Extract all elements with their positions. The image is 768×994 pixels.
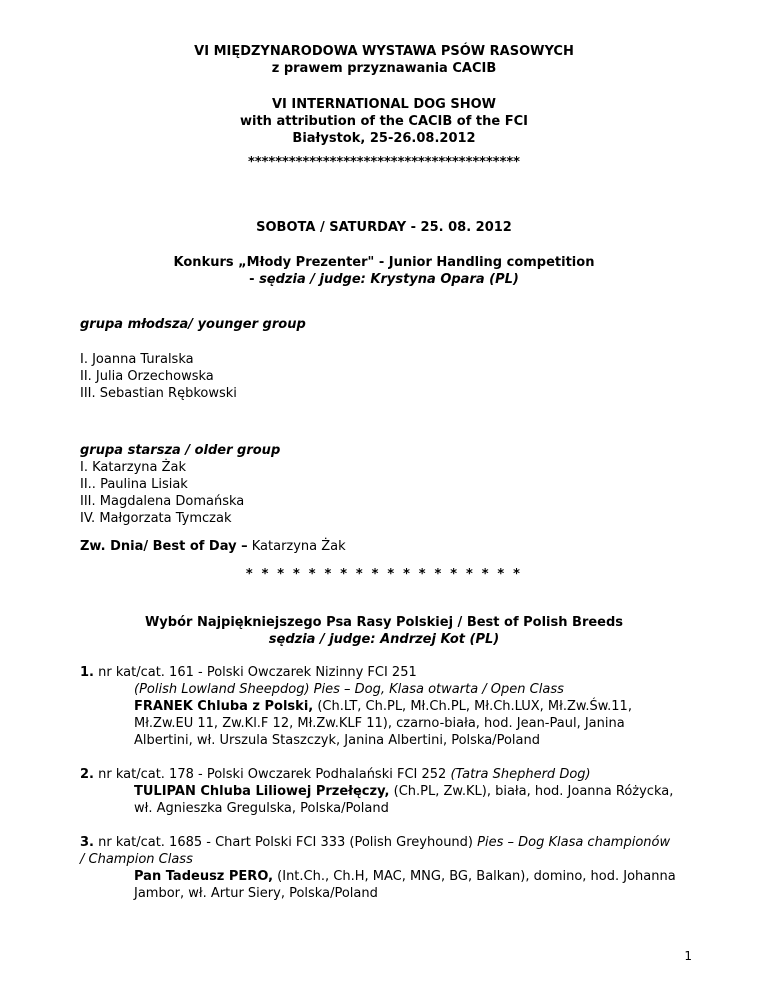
entry-3-titles: (Int.Ch., Ch.H, MAC, MNG, BG, Balkan), domino, hod. Johanna — [273, 869, 676, 884]
polish-breeds-title: Wybór Najpiękniejszego Psa Rasy Polskiej / Best of Polish Breeds — [144, 615, 624, 630]
entry-2-line-3: wł. Agnieszka Gregulska, Polska/Poland — [134, 801, 389, 816]
junior-judge-line — [0, 271, 768, 288]
younger-place-3: III. Sebastian Rębkowski — [80, 386, 237, 401]
header-stars-separator: **************************************** — [248, 155, 520, 170]
younger-place-1: I. Joanna Turalska — [80, 352, 194, 367]
entry-2-dog-name: TULIPAN Chluba Liliowej Przełęczy, — [134, 784, 390, 799]
older-place-3: III. Magdalena Domańska — [80, 494, 245, 509]
entry-1-catalog: nr kat/cat. 161 - Polski Owczarek Nizinny FCI 251 — [93, 665, 417, 680]
older-group-label: grupa starsza / older group — [80, 443, 281, 458]
polish-breeds-judge: sędzia / judge: Andrzej Kot (PL) — [268, 632, 500, 647]
entry-1-line-1 — [80, 664, 417, 681]
entry-1-titles: (Ch.LT, Ch.PL, Mł.Ch.PL, Mł.Ch.LUX, Mł.Zw.Św.11, — [313, 699, 632, 714]
entry-3-dog-name: Pan Tadeusz PERO, — [134, 869, 274, 884]
entry-3-catalog: nr kat/cat. 1685 - Chart Polski FCI 333 (Polish Greyhound) — [93, 835, 478, 850]
best-of-day-label: Zw. Dnia/ Best of Day – — [80, 539, 248, 554]
entry-2-line-2 — [134, 783, 673, 800]
entry-3-line-1 — [80, 834, 670, 851]
day-heading: SOBOTA / SATURDAY - 25. 08. 2012 — [256, 220, 512, 235]
page-number: 1 — [684, 949, 692, 963]
entry-2-line-1 — [80, 766, 591, 783]
entry-3-number: 3. — [80, 835, 94, 850]
entry-1-number: 1. — [80, 665, 94, 680]
entry-3-line-3 — [134, 868, 676, 885]
entry-3-class-cont: / Champion Class — [80, 852, 193, 867]
entry-1-dog-name: FRANEK Chluba z Polski, — [134, 699, 314, 714]
older-place-2: II.. Paulina Lisiak — [80, 477, 188, 492]
entry-1-line-4: Mł.Zw.EU 11, Zw.Kl.F 12, Mł.Zw.KLF 11), czarno-biała, hod. Jean-Paul, Janina — [134, 716, 625, 731]
entry-2-number: 2. — [80, 767, 94, 782]
event-title-en: VI INTERNATIONAL DOG SHOW — [271, 97, 496, 112]
younger-place-2: II. Julia Orzechowska — [80, 369, 214, 384]
entry-2-breed-en: (Tatra Shepherd Dog) — [450, 767, 591, 782]
older-place-4: IV. Małgorzata Tymczak — [80, 511, 232, 526]
entry-1-line-5: Albertini, wł. Urszula Staszczyk, Janina Albertini, Polska/Poland — [134, 733, 540, 748]
judge-dash: - — [249, 272, 260, 287]
best-of-day-winner: Katarzyna Żak — [247, 539, 346, 554]
section-stars-separator: * * * * * * * * * * * * * * * * * * — [245, 567, 523, 582]
entry-3-line-4: Jambor, wł. Artur Siery, Polska/Poland — [134, 886, 378, 901]
entry-3-class: Pies – Dog Klasa championów — [477, 835, 671, 850]
event-title-pl: VI MIĘDZYNARODOWA WYSTAWA PSÓW RASOWYCH — [194, 44, 574, 59]
junior-competition-title: Konkurs „Młody Prezenter" - Junior Handling competition — [173, 255, 595, 270]
younger-group-label: grupa młodsza/ younger group — [80, 317, 306, 332]
entry-2-catalog: nr kat/cat. 178 - Polski Owczarek Podhalański FCI 252 — [93, 767, 451, 782]
older-place-1: I. Katarzyna Żak — [80, 460, 187, 475]
entry-2-titles: (Ch.PL, Zw.KL), biała, hod. Joanna Różycka, — [389, 784, 674, 799]
event-subtitle-en: with attribution of the CACIB of the FCI — [240, 114, 528, 129]
entry-1-breed-class: (Polish Lowland Sheepdog) Pies – Dog, Klasa otwarta / Open Class — [134, 682, 564, 697]
entry-1-line-3 — [134, 698, 632, 715]
junior-judge: sędzia / judge: Krystyna Opara (PL) — [259, 272, 519, 287]
event-subtitle-pl: z prawem przyznawania CACIB — [271, 61, 497, 76]
event-location-date: Białystok, 25-26.08.2012 — [292, 131, 476, 146]
best-of-day-line — [80, 538, 346, 555]
